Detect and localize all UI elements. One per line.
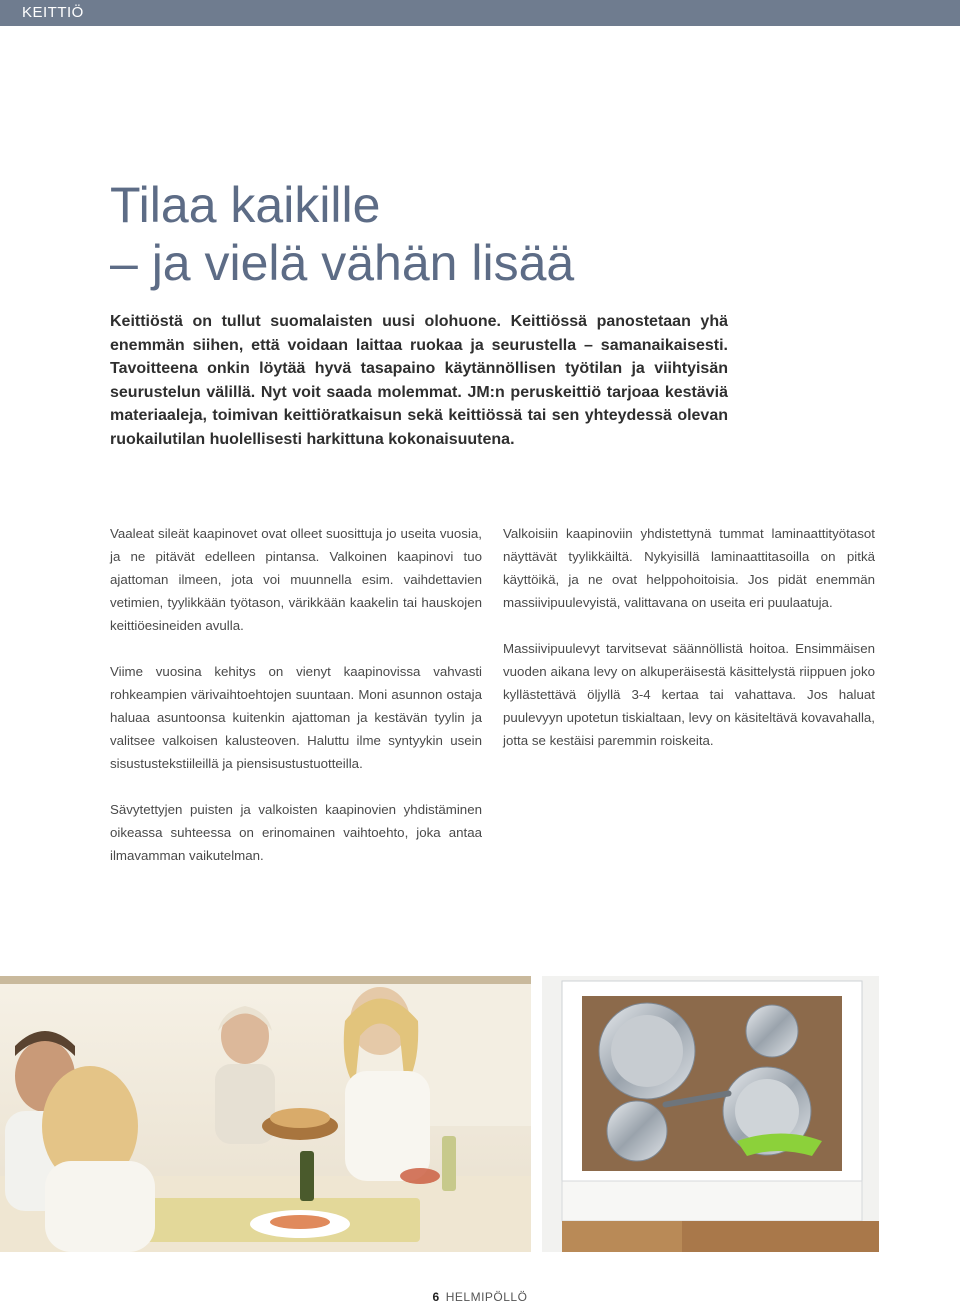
- publication-name: HELMIPÖLLÖ: [445, 1290, 528, 1304]
- photo-family-dining: [0, 976, 531, 1252]
- section-header-bar: [0, 0, 960, 26]
- article-title: [110, 176, 730, 292]
- body-paragraph: Massiivipuulevyt tarvitsevat säännöllistä hoitoa. Ensimmäisen vuoden aikana levy on alkuperäisestä käsittelystä riippuen joko kyllästettävä öljyllä 3-4 kertaa tai vahattava. Jos haluat puulevyyn upotetun tiskialtaan, levy on käsiteltävä kovavahalla, jotta se kestäisi paremmin roiskeita.: [503, 641, 875, 748]
- lead-paragraph: Keittiöstä on tullut suomalaisten uusi olohuone. Keittiössä panostetaan yhä enemmän siihen, että voidaan laittaa ruokaa ja seurustella – samanaikaisesti. Tavoitteena onkin löytää hyvä tasapaino käytännöllisen työtilan ja viihtyisän seurustelun välillä. Nyt voit saada molemmat. JM:n peruskeittiö tarjoaa kestäviä materiaaleja, toimivan keittiöratkaisun sekä keittiössä tai sen yhteydessä olevan ruokailutilan huolellisesti harkittuna kokonaisuutena.: [110, 313, 728, 448]
- left-column: [110, 522, 482, 890]
- page-footer: [0, 1290, 960, 1304]
- body-paragraph: Viime vuosina kehitys on vienyt kaapinovissa vahvasti rohkeampien värivaihtoehtojen suuntaan. Moni asunnon ostaja haluaa asuntoonsa kuitenkin ajattoman ja kestävän tyylin ja valitsee valkoisen kalusteoven. Haluttu ilme syntyykin usein sisustustekstiileillä ja piensisustustuotteilla.: [110, 664, 482, 771]
- body-paragraph: Vaaleat sileät kaapinovet ovat olleet suosittuja jo useita vuosia, ja ne pitävät edelleen pintansa. Valkoinen kaapinovi tuo ajattoman ilmeen, jota voi muunnella esim. vaihdettavien vetimien, tyylikkään työtason, värikkään kaakelin tai hauskojen keittiöesineiden avulla.: [110, 526, 482, 633]
- title-line-2: – ja vielä vähän lisää: [110, 235, 575, 291]
- body-paragraph: Sävytettyjen puisten ja valkoisten kaapinovien yhdistäminen oikeassa suhteessa on erinomainen vaihtoehto, joka antaa ilmavamman vaikutelman.: [110, 802, 482, 863]
- photo-pots-drawer: [542, 976, 879, 1252]
- title-line-1: Tilaa kaikille: [110, 177, 381, 233]
- right-column: [503, 522, 875, 775]
- body-paragraph: Valkoisiin kaapinoviin yhdistettynä tummat laminaattityötasot näyttävät tyylikkäiltä. Nykyisillä laminaattitasoilla on pitkä käyttöikä, ja ne ovat helppohoitoisia. Jos pidät enemmän massiivipuulevyistä, valittavana on useita eri puulaatuja.: [503, 526, 875, 610]
- section-label: KEITTIÖ: [22, 4, 84, 21]
- page-number: 6: [432, 1290, 440, 1304]
